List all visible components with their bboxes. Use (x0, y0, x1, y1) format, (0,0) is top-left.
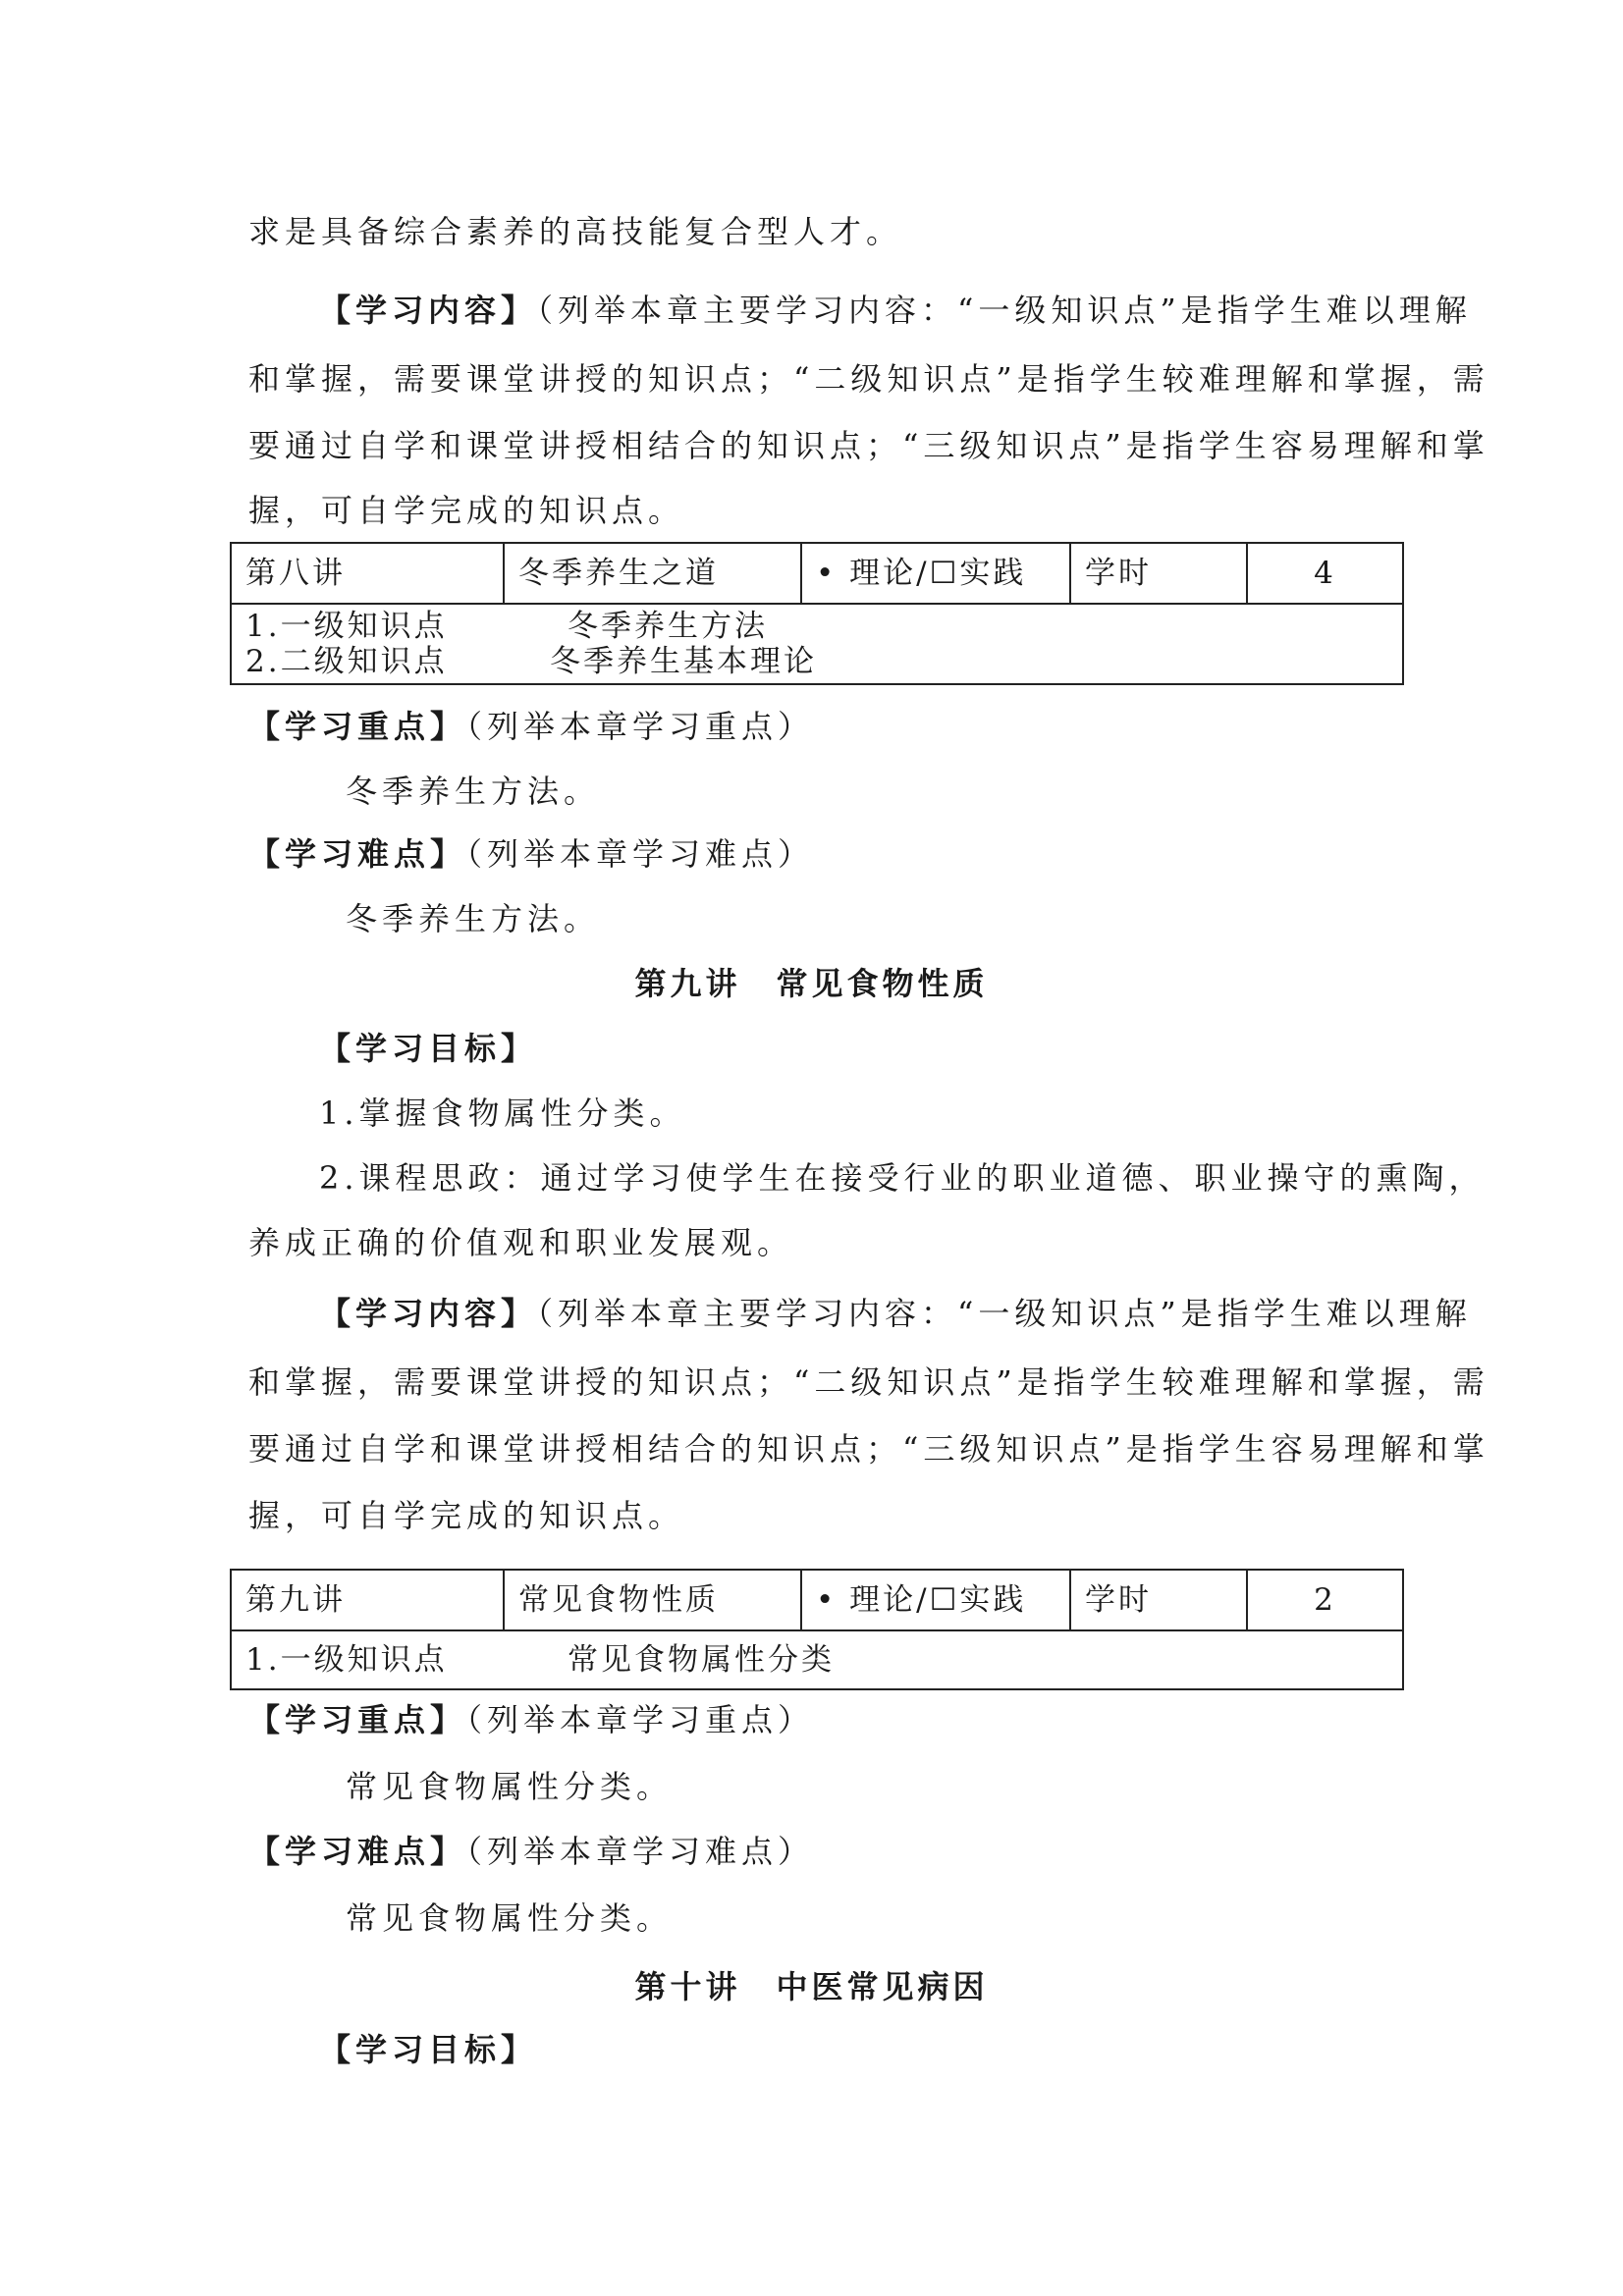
knowledge-text: 冬季养生基本理论 (550, 644, 817, 679)
diff-label: 【学习难点】 (248, 835, 467, 873)
lecture8-hours-value: 4 (1247, 543, 1403, 604)
lecture8-key-line (248, 707, 814, 746)
diff-label: 【学习难点】 (248, 1833, 467, 1870)
lecture9-heading: 第九讲 常见食物性质 (634, 965, 989, 1002)
lecture8-diff-point: 冬季养生方法。 (346, 900, 601, 937)
lecture9-diff-line (248, 1832, 814, 1871)
content-desc-4: 握，可自学完成的知识点。 (248, 492, 685, 529)
content-paragraph-line-1 (319, 291, 1472, 330)
lecture9-table (230, 1569, 1404, 1690)
lecture9-hours-value: 2 (1247, 1570, 1403, 1630)
lecture9-points-cell (231, 1630, 1403, 1689)
lecture8-title-cell: 冬季养生之道 (504, 543, 801, 604)
key-label: 【学习重点】 (248, 1701, 467, 1738)
lecture10-heading: 第十讲 中医常见病因 (634, 1968, 989, 2005)
lecture9-content-desc-3: 要通过自学和课堂讲授相结合的知识点；“三级知识点”是指学生容易理解和掌 (248, 1430, 1489, 1468)
key-desc: （列举本章学习重点） (466, 708, 815, 745)
lecture9-key-line (248, 1700, 814, 1739)
lecture9-key-point: 常见食物属性分类。 (346, 1768, 674, 1805)
lecture9-goal-1: 1.掌握食物属性分类。 (319, 1095, 686, 1132)
content-desc-3: 要通过自学和课堂讲授相结合的知识点；“三级知识点”是指学生容易理解和掌 (248, 427, 1489, 464)
content-desc-2: 和掌握，需要课堂讲授的知识点；“二级知识点”是指学生较难理解和掌握，需 (248, 360, 1489, 398)
diff-desc: （列举本章学习难点） (466, 835, 815, 873)
content-desc-1: （列举本章主要学习内容：“一级知识点”是指学生难以理解 (537, 1295, 1472, 1332)
knowledge-level: 2.二级知识点 (245, 644, 448, 679)
lecture8-table (230, 542, 1404, 685)
knowledge-text: 冬季养生方法 (568, 609, 768, 644)
key-desc: （列举本章学习重点） (466, 1701, 815, 1738)
lecture8-type-cell: • 理论/☐实践 (801, 543, 1070, 604)
lecture9-number: 第九讲 (231, 1570, 504, 1630)
lecture8-points-cell (231, 604, 1403, 684)
lecture9-hours-label: 学时 (1070, 1570, 1247, 1630)
lecture10-goal-label: 【学习目标】 (319, 2031, 538, 2068)
lecture9-goal-2: 2.课程思政：通过学习使学生在接受行业的职业道德、职业操守的熏陶， (319, 1159, 1486, 1197)
lecture9-diff-point: 常见食物属性分类。 (346, 1899, 674, 1937)
knowledge-point (245, 609, 1388, 644)
lecture9-type-cell: • 理论/☐实践 (801, 1570, 1070, 1630)
knowledge-text: 常见食物属性分类 (568, 1642, 835, 1678)
lecture9-goal-label: 【学习目标】 (319, 1030, 538, 1067)
lecture9-goal-3: 养成正确的价值观和职业发展观。 (248, 1224, 794, 1261)
lecture9-content-line-1 (319, 1294, 1472, 1333)
knowledge-level: 1.一级知识点 (245, 609, 448, 644)
key-label: 【学习重点】 (248, 708, 467, 745)
lecture8-diff-line (248, 834, 814, 874)
content-desc-1: （列举本章主要学习内容：“一级知识点”是指学生难以理解 (537, 292, 1472, 329)
content-label: 【学习内容】 (319, 1295, 538, 1332)
lecture9-content-desc-2: 和掌握，需要课堂讲授的知识点；“二级知识点”是指学生较难理解和掌握，需 (248, 1363, 1489, 1401)
lecture8-number: 第八讲 (231, 543, 504, 604)
lecture8-key-point: 冬季养生方法。 (346, 773, 601, 810)
lecture9-title-cell: 常见食物性质 (504, 1570, 801, 1630)
lecture9-content-desc-4: 握，可自学完成的知识点。 (248, 1497, 685, 1534)
knowledge-point (245, 644, 1388, 679)
knowledge-level: 1.一级知识点 (245, 1642, 448, 1678)
intro-line: 求是具备综合素养的高技能复合型人才。 (248, 213, 903, 250)
content-label: 【学习内容】 (319, 292, 538, 329)
diff-desc: （列举本章学习难点） (466, 1833, 815, 1870)
knowledge-point (245, 1642, 1388, 1678)
lecture8-hours-label: 学时 (1070, 543, 1247, 604)
